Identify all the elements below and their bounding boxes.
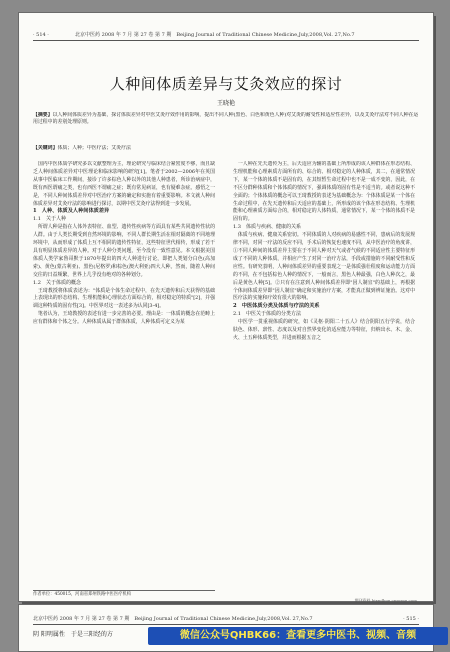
subsection-heading: 2.1 中医关于体质的分类方法: [233, 311, 301, 318]
watermark: 期刊资料 bjxpdboe.cnpcme.com: [354, 598, 417, 603]
subsection-heading: 1.1 关于人种: [33, 216, 66, 223]
keywords-label: 【关键词】: [33, 145, 58, 151]
section-heading: 2 中医体质分类及体质与疗法的关系: [233, 303, 320, 310]
running-header: [33, 31, 419, 41]
right-column: [233, 161, 415, 593]
next-page-journal: 北京中医药 2008 年 7 月 第 27 卷 第 7 期 Beijing Journal of Traditional Chinese Medicine,July,2008,Vol. 27,No.7: [33, 616, 313, 622]
page-number: · 514 ·: [33, 32, 49, 38]
keywords-text: 体质；人种；中医疗法；艾灸疗法: [57, 145, 131, 151]
paragraph: 国内中医体质学研究多以文献整理为主，理论研究与临床结合紧密度不够，而且缺乏人种间体质差异对中医理论和临床影响的研究[1]。笔者于2002—2006年在英国从事中医临床工作期间，接诊了许多棕色人种以外的其他人种患者，所诊治病症中，既有西医谓痛之类，也有西医不谓痛之症；既有常见病证，也有疑难杂症。感悟之一是，不同人种间体质差异对中医治疗方案的确定和实施有着重要影响。本文就人种间体质差异对艾灸疗法的影响进行探讨，以期中医艾灸疗法得到进一步发展。: [33, 161, 215, 207]
subsection-heading: 1.2 关于体质的概念: [33, 279, 81, 286]
paragraph: 王琦教授将体质表述为："体质是个体生命过程中，在先天遗传和后天获得的基础上表现出的形态结构、生理机能和心理状态方面综合的，相对稳定的特质"[2]，并强调这种特质的固有性[3]。中医界对这一表述多为认同[3-4]。: [33, 287, 215, 310]
left-column: [33, 161, 215, 593]
abstract: [33, 112, 419, 144]
next-page-header: [33, 615, 419, 625]
paragraph: 笔者认为，王琦教授的表述有进一步完善的必要。理由是：一体质的概念在范畴上应有群体和个体之分。人种体质从属于群体体质，人种体质可定义为某: [33, 311, 215, 326]
paragraph: 所谓人种是指在人体外表特征、血型、遗传性疾病等方面具有某些共同遗传性状的人群。由于人类长期受到自然环境的影响，不同人群长期生活在相对隔离的不同地理环境中，从而形成了体质上互不相同的遗传性特征，这些特征世代相传，形成了若干具有明显体质差异的人种。对于人种分类问题，至今没有一致性意见。本文根据美国体质人类学家鲁哥默于1870年提出的四大人种进行讨论，即把人类划分白色(高加索)、黄色(蒙古利亚)、黑色(尼格罗)和棕色(澳大利亚)四大人种。然而，随着人种间交往的日益频繁，世界上几乎没有绝对的各种划分。: [33, 224, 215, 278]
section-heading: 1 人种、体质及人种间体质差异: [33, 208, 110, 215]
article-author: 王晓艳: [216, 100, 235, 107]
wechat-banner[interactable]: 微信公众号QHBK66：查看更多中医书、视频、音频: [148, 627, 448, 645]
paragraph: 一人种在先天遗传为主，后天适应为辅的基础上所形成的该人种群体在形态结构、生理机能和心理素质方面所有的、综合的、相对稳定的人种体质，其二，在通常情况下，某一个体的体质不是固有的，在其短暂生命过程中也不是一成不变的，因此，在不区分群种体质和个体体质的情况下，强调体质的固有性是不适当的。或者说这种不全面的；个体体质的概念可以王琦教授的表述为基础概念为：个体体质是某一个体在生命过程中，在先天遗传和后天适应的基础上，所形成的该个体在形态结构、生理机能和心理素质方面综合的，相对稳定的人体特质，通常情况下，某一个体的体质不是固有的。: [233, 161, 415, 223]
journal-citation: 北京中医药 2008 年 7 月 第 27 卷 第 7 期 Beijing Journal of Traditional Chinese Medicine,July,2008,Vol. 27,No.7: [75, 32, 355, 38]
abstract-label: 【摘要】: [33, 112, 53, 118]
document-page: [18, 12, 434, 602]
next-page-snippet: 阴 阳明属性 于是三阳经的方: [33, 631, 113, 638]
next-page-number: · 515 ·: [403, 616, 419, 622]
keywords: [33, 145, 419, 152]
abstract-text: 以人种间体质差异为基础，探讨体质差异对中医艾灸疗效作用的影响，提出不同人种(黑色、白色和黄色人种)对艾灸的耐受性和适应性差异，以及艾灸疗法对不同人种在运用过程中的差别处理原则。: [33, 112, 419, 125]
article-title: 人种间体质差异与艾灸效应的探讨: [109, 75, 343, 93]
subsection-heading: 1.3 体质与疾病、健康的关系: [233, 224, 301, 231]
paragraph: 中医学一贯重视体质的研究，如《灵枢·阴阳二十五人》结合阴阳五行学说，结合肤色、体形、禀性、态度以及对自然界变化的适应能力等特征，归纳出水、木、金、火、土五种体质类型，并进而根据五音之: [233, 319, 415, 341]
footnote: 作者单位：450015，河南省郑州铁路中医医疗机构: [33, 590, 215, 598]
paragraph: 体质与疾病、健康关系密切。不同体质的人对疾病的易感性不同，患病后的发展规律不同，对同一疗法的反应不同，手术后的恢复也速度不同，从中医治疗的角度讲，①不同人种间的体质差异主要在于不同人种对天气或者气候的不同适应性主要特征形成了不同的人种体质，并相应产生了对同一治疗方法，手段或措施的不同耐受性和反应性。有研究表明，人种间体质差异的重要表现之一是体质强壮程度和运动能力方面的不同，在不包括棕色人种的情况下，一般而言，黑色人种最强，白色人种次之，最后是黄色人种[5]。②只有在注意到人种间体质差异即"因人制宜"的基础上，再根据个体间体质差异即"因人制宜"确定和实施治疗方案，才能真正做到辨证施治。这对中医疗法的实施和疗效有很大的影响。: [233, 232, 415, 302]
